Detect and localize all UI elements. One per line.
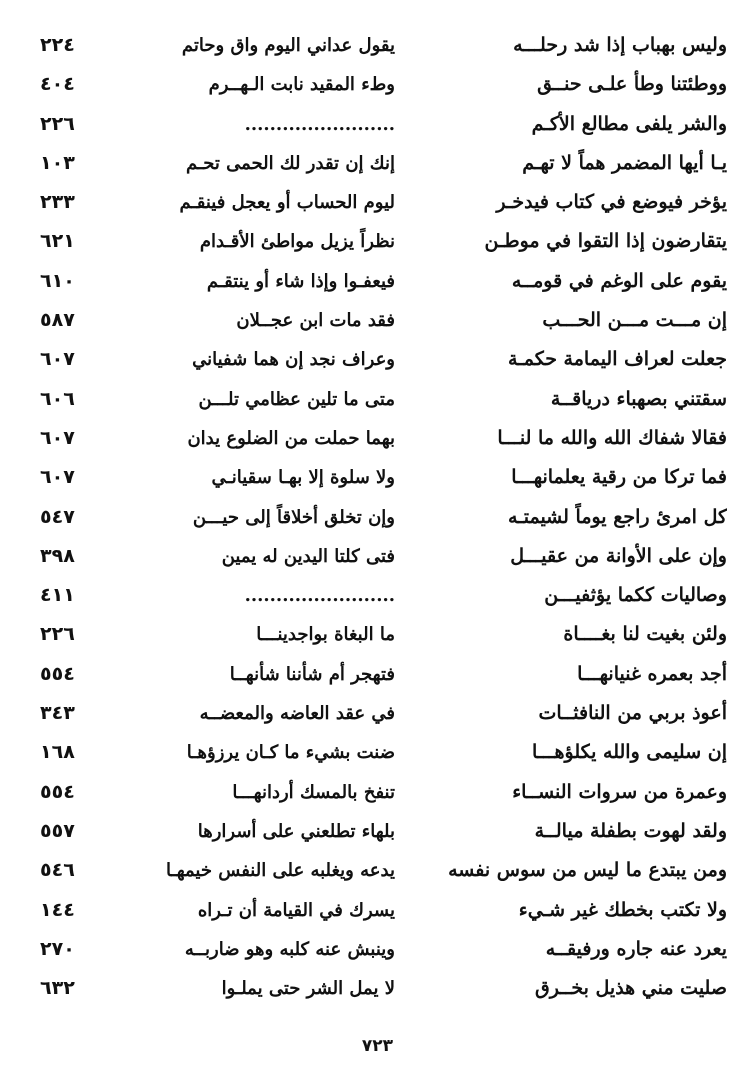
first-hemistich: يعرد عنه جاره ورفيقــه (545, 937, 727, 960)
reference-page-number: ٥٥٤ (40, 780, 75, 803)
verse-row (0, 301, 755, 340)
reference-page-number: ٥٨٧ (40, 309, 75, 332)
page-number: ٧٢٣ (361, 1036, 394, 1056)
verse-row (0, 773, 755, 812)
reference-page-number: ٢٢٦ (40, 623, 75, 646)
reference-page-number: ٥٤٦ (40, 859, 75, 882)
reference-page-number: ٦٠٧ (40, 348, 75, 371)
reference-page-number: ١٤٤ (40, 898, 75, 921)
second-hemistich: فتى كلتا اليدين له يمين (221, 545, 395, 567)
second-hemistich: بلهاء تطلعني على أسرارها (197, 820, 395, 842)
reference-page-number: ٢٢٤ (40, 34, 75, 56)
reference-page-number: ١٦٨ (40, 741, 75, 764)
verse-row (0, 458, 755, 497)
reference-page-number: ١٠٣ (40, 151, 75, 174)
verse-row (0, 222, 755, 261)
second-hemistich: تنفخ بالمسك أردانهـــا (232, 781, 395, 803)
reference-page-number: ٢٧٠ (40, 937, 75, 960)
second-hemistich: ........................ (244, 585, 395, 607)
verse-row (0, 969, 755, 1008)
first-hemistich: وصاليات ككما يؤثفيـــن (544, 584, 727, 607)
verse-row (0, 655, 755, 694)
first-hemistich: كل امرئ راجع يوماً لشيمتـه (507, 505, 727, 528)
verse-row (0, 105, 755, 144)
first-hemistich: أجد بعمره غنيانهـــا (577, 662, 727, 685)
verse-row (0, 498, 755, 537)
verse-row (0, 537, 755, 576)
reference-page-number: ٥٤٧ (40, 505, 75, 528)
verse-row (0, 733, 755, 772)
reference-page-number: ٣٩٨ (40, 544, 75, 567)
verse-row (0, 891, 755, 930)
first-hemistich: يـا أيها المضمر هماً لا تهـم (522, 151, 727, 174)
reference-page-number: ٥٥٤ (40, 662, 75, 685)
first-hemistich: فقالا شفاك الله والله ما لنـــا (497, 426, 727, 449)
first-hemistich: يتقارضون إذا التقوا في موطـن (484, 230, 727, 253)
reference-page-number: ٤١١ (40, 584, 75, 607)
reference-page-number: ٦٣٢ (40, 977, 75, 1000)
verse-row (0, 615, 755, 654)
reference-page-number: ٦٢١ (40, 230, 75, 253)
first-hemistich: أعوذ بربي من النافثــات (538, 702, 727, 725)
second-hemistich: وطء المقيد نابت الـهــرم (208, 74, 395, 96)
second-hemistich: في عقد العاضه والمعضــه (199, 703, 395, 725)
first-hemistich: ولا تكتب بخطك غير شـيء (518, 898, 727, 921)
verse-row (0, 340, 755, 379)
second-hemistich: يقول عداني اليوم واق وحاتم (181, 35, 395, 56)
first-hemistich: والشر يلفى مطالع الأكـم (531, 112, 727, 135)
second-hemistich: فيعفـوا وإذا شاء أو ينتقـم (206, 270, 395, 292)
second-hemistich: يدعه ويغلبه على النفس خيمهـا (165, 860, 395, 882)
verse-row (0, 65, 755, 104)
reference-page-number: ٢٣٣ (40, 191, 75, 214)
second-hemistich: ما البغاة بواجدينـــا (256, 624, 395, 646)
reference-page-number: ٤٠٤ (40, 73, 75, 96)
verse-row (0, 26, 755, 65)
second-hemistich: بهما حملت من الضلوع يدان (187, 427, 395, 449)
first-hemistich: ومن يبتدع ما ليس من سوس نفسه (448, 859, 727, 882)
reference-page-number: ٦٠٦ (40, 387, 75, 410)
first-hemistich: ووطئتنا وطأ علـى حنــق (537, 73, 727, 96)
verse-row (0, 851, 755, 890)
first-hemistich: ولئن بغيت لنا بغــــاة (563, 623, 727, 646)
reference-page-number: ٥٥٧ (40, 819, 75, 842)
second-hemistich: ليوم الحساب أو يعجل فينقـم (179, 192, 395, 214)
second-hemistich: فتهجر أم شأننا شأنهــا (229, 663, 395, 685)
first-hemistich: وعمرة من سروات النســاء (512, 780, 727, 803)
first-hemistich: ولقد لهوت بطفلة ميالــة (534, 819, 727, 842)
reference-page-number: ٢٢٦ (40, 112, 75, 135)
second-hemistich: ........................ (244, 113, 395, 135)
second-hemistich: وإن تخلق أخلاقاً إلى حيـــن (192, 506, 395, 528)
first-hemistich: سقتني بصهباء درياقــة (550, 387, 727, 410)
verse-row (0, 930, 755, 969)
first-hemistich: وليس بهباب إذا شد رحلـــه (513, 34, 727, 56)
first-hemistich: إن مـــت مـــن الحـــب (542, 309, 727, 332)
first-hemistich: إن سليمى والله يكلؤهـــا (532, 741, 727, 764)
second-hemistich: لا يمل الشر حتى يملـوا (221, 978, 395, 1000)
second-hemistich: متى ما تلين عظامي تلـــن (198, 388, 395, 410)
second-hemistich: ضنت بشيء ما كـان يرزؤهـا (186, 742, 395, 764)
first-hemistich: جعلت لعراف اليمامة حكمـة (507, 348, 727, 371)
first-hemistich: يؤخر فيوضع في كتاب فيدخـر (496, 191, 727, 214)
verse-row (0, 262, 755, 301)
verse-row (0, 694, 755, 733)
verse-row (0, 812, 755, 851)
reference-page-number: ٣٤٣ (40, 702, 75, 725)
verse-row (0, 183, 755, 222)
second-hemistich: ولا سلوة إلا بهـا سقيانـي (211, 467, 395, 489)
second-hemistich: وعراف نجد إن هما شفياني (192, 349, 395, 371)
verse-row (0, 576, 755, 615)
reference-page-number: ٦٠٧ (40, 466, 75, 489)
first-hemistich: وإن على الأوانة من عقيـــل (510, 544, 727, 567)
second-hemistich: نظراً يزيل مواطئ الأقـدام (199, 231, 395, 253)
reference-page-number: ٦١٠ (40, 269, 75, 292)
first-hemistich: يقوم على الوغم في قومــه (511, 269, 727, 292)
verse-index-list (0, 26, 755, 1008)
second-hemistich: وينبش عنه كلبه وهو ضاربــه (184, 938, 395, 960)
first-hemistich: صليت مني هذيل بخــرق (535, 977, 727, 1000)
first-hemistich: فما تركا من رقية يعلمانهـــا (511, 466, 727, 489)
verse-row (0, 380, 755, 419)
second-hemistich: إنك إن تقدر لك الحمى تحـم (185, 152, 395, 174)
verse-row (0, 419, 755, 458)
verse-row (0, 144, 755, 183)
reference-page-number: ٦٠٧ (40, 426, 75, 449)
second-hemistich: يسرك في القيامة أن تـراه (197, 899, 395, 921)
second-hemistich: فقد مات ابن عجــلان (236, 310, 395, 332)
